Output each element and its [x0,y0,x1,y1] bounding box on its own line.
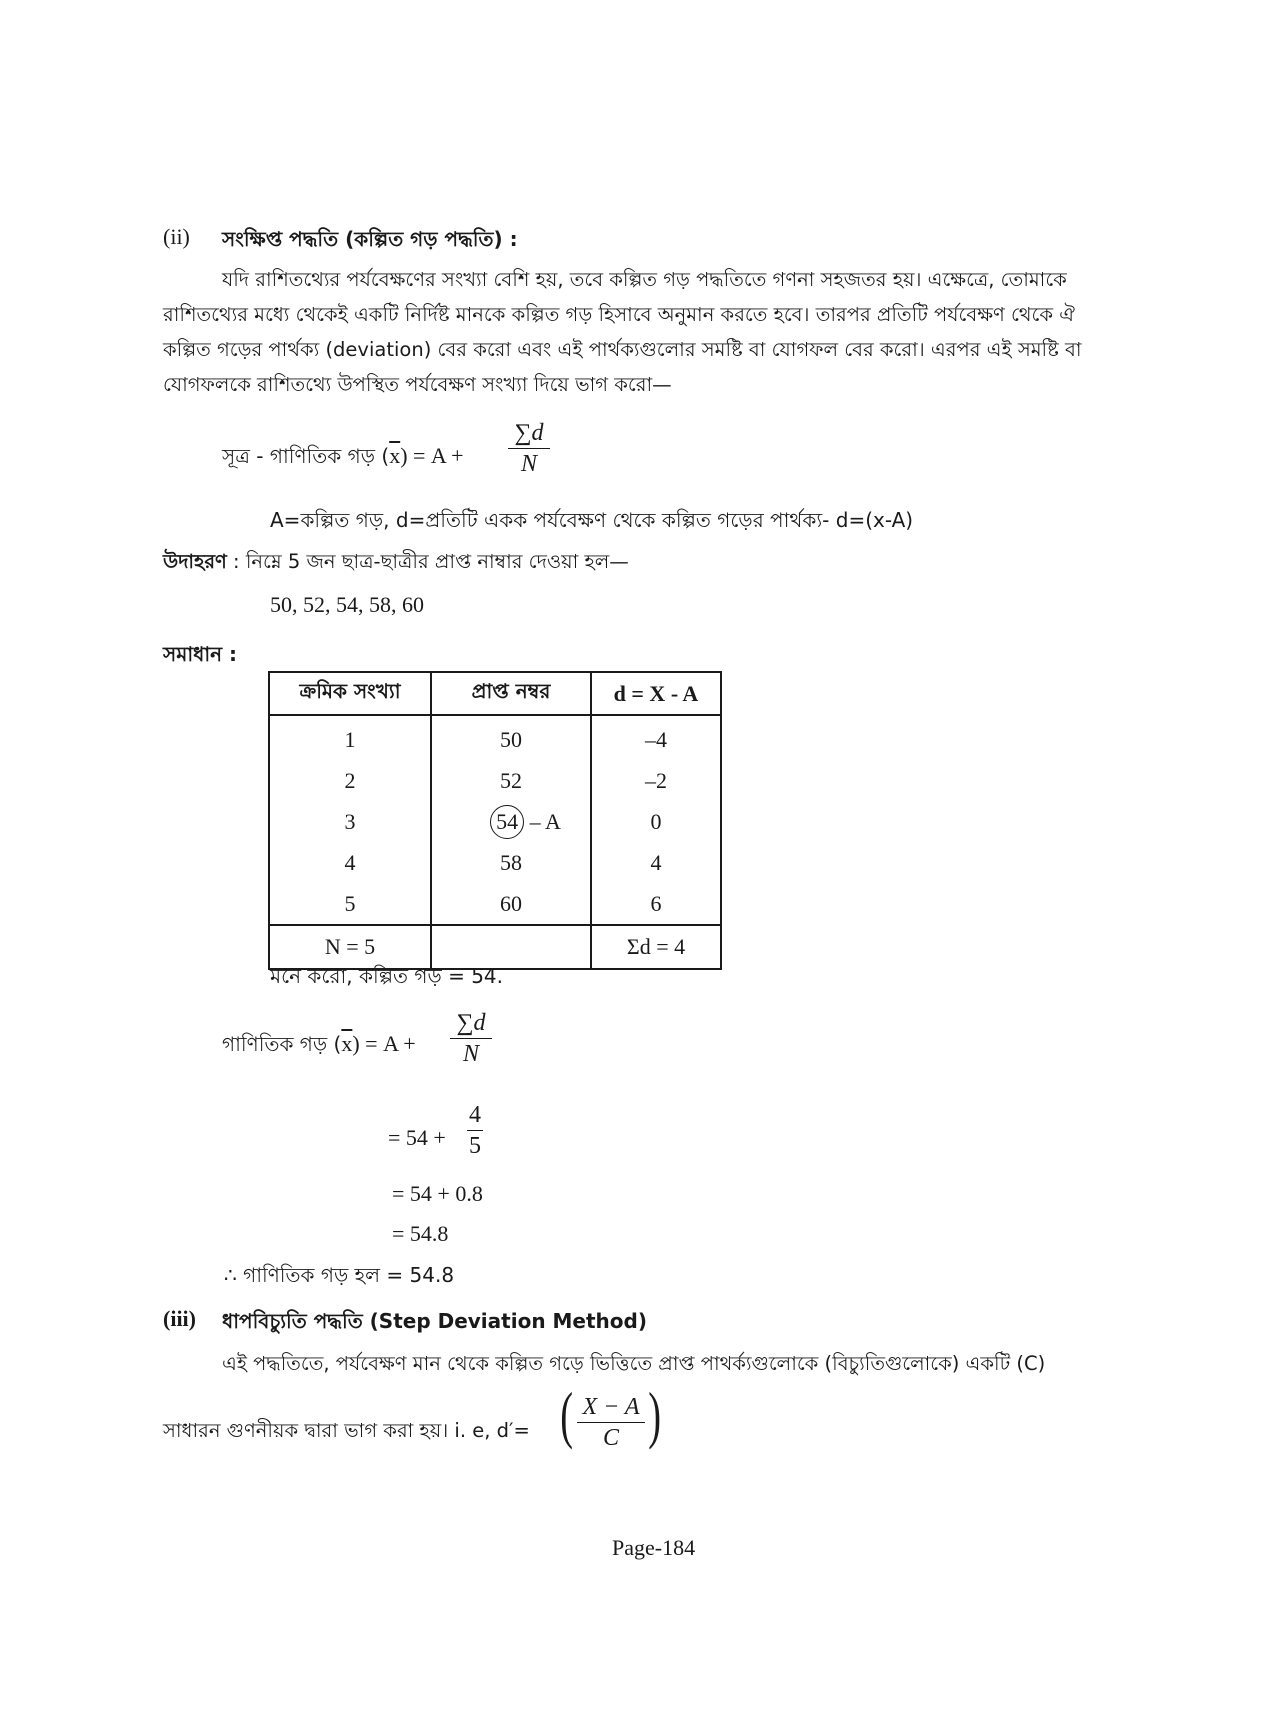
step1-prefix: = 54 + [388,1125,446,1150]
step3: = 54.8 [392,1221,449,1246]
assumed-mean-circle: 54 [490,805,524,839]
cell-serial: 2 [269,760,431,801]
example-values: 50, 52, 54, 58, 60 [270,592,424,617]
example-line [163,548,629,580]
cell-deviation: 0 [591,801,721,842]
mean-numerator: ∑d [456,1010,486,1036]
cell-serial: 4 [269,842,431,883]
example-text: : নিম্নে 5 জন ছাত্র-ছাত্রীর প্রাপ্ত নাম্বার দেওয়া হল— [226,550,629,573]
step-deviation-fraction [575,1392,647,1453]
sd-denominator: C [602,1425,619,1451]
table-row [269,715,721,760]
table-header-row [269,672,721,715]
cell-serial: 3 [269,801,431,842]
para-line-1: যদি রাশিতথ্যের পর্যবেক্ষণের সংখ্যা বেশি হয়, তবে কল্পিত গড় পদ্ধতিতে গণনা সহজতর হয়। এক্ষেত্রে, তোমাকে [222,268,1067,291]
sd-numerator: X − A [582,1394,640,1420]
solution-label: সমাধান : [163,642,238,666]
example-label: উদাহরণ [163,550,227,573]
header-deviation: d = X - A [591,672,721,715]
cell-deviation: 6 [591,883,721,925]
cell-deviation: –2 [591,760,721,801]
footer-sum: Σd = 4 [591,925,721,969]
step1-denominator: 5 [469,1133,481,1159]
header-serial: ক্রমিক সংখ্যা [269,672,431,715]
table-row [269,760,721,801]
header-marks: প্রাপ্ত নম্বর [431,672,591,715]
cell-marks: 60 [431,883,591,925]
para-line-3: কল্পিত গড়ের পার্থক্য (deviation) বের করো এবং এই পার্থক্যগুলোর সমষ্টি বা যোগফল বের করো। এরপর এই সমষ্টি বা [163,338,1082,361]
page-number: Page-184 [612,1535,696,1560]
cell-marks: 58 [431,842,591,883]
cell-marks-assumed [431,801,591,842]
mean-xbar: $\overline{x}$ [341,1031,353,1056]
formula-xbar: $\overline{x}$ [389,443,401,468]
conclusion: ∴ গাণিতিক গড় হল = 54.8 [224,1263,455,1287]
section-iii-title: ধাপবিচ্যুতি পদ্ধতি (Step Deviation Method) [222,1309,647,1333]
cell-deviation: –4 [591,715,721,760]
formula-label: সূত্র - গাণিতিক গড় ( [222,444,390,468]
para-line-4: যোগফলকে রাশিতথ্যে উপস্থিত পর্যবেক্ষণ সংখ্যা দিয়ে ভাগ করো— [163,373,672,396]
table-row [269,842,721,883]
formula-fraction [508,418,550,479]
formula-denominator: N [520,451,537,477]
step1-numerator: 4 [469,1102,481,1128]
section-iii-line2: সাধারন গুণনীয়ক দ্বারা ভাগ করা হয়। i. e, d′= [163,1419,530,1442]
right-paren: ) [648,1379,662,1450]
mean-formula [222,1030,416,1063]
table-row [269,883,721,925]
mean-fraction [450,1008,492,1069]
formula-numerator: ∑d [514,420,544,446]
section-iii-line1: এই পদ্ধতিতে, পর্যবেক্ষণ মান থেকে কল্পিত গড়ে ভিত্তিতে প্রাপ্ত পাথর্ক্যগুলোকে (বিচ্যুতিগুলোকে) একটি (C) [222,1352,1046,1375]
step2: = 54 + 0.8 [392,1181,483,1206]
left-paren: ( [560,1379,574,1450]
para-line-2: রাশিতথ্যের মধ্যে থেকেই একটি নির্দিষ্ট মানকে কল্পিত গড় হিসাবে অনুমান করতে হবে। তারপর প্রতিটি পর্যবেক্ষণ থেকে ঐ [163,303,1075,326]
mean-denominator: N [462,1041,479,1067]
assume-text: মনে করো, কল্পিত গড় = 54. [270,964,504,988]
section-ii-marker: (ii) [163,224,190,249]
section-iii-marker: (iii) [163,1306,196,1331]
section-ii-title: সংক্ষিপ্ত পদ্ধতি (কল্পিত গড় পদ্ধতি) : [222,227,518,251]
assumed-suffix: – A [524,808,561,834]
definition-line: A=কল্পিত গড়, d=প্রতিটি একক পর্যবেক্ষণ থেকে কল্পিত গড়ের পার্থক্য- d=(x-A) [270,508,914,532]
cell-marks: 50 [431,715,591,760]
footer-n: N = 5 [269,925,431,969]
cell-serial: 5 [269,883,431,925]
mean-label: গাণিতিক গড় ( [222,1032,342,1056]
cell-marks: 52 [431,760,591,801]
formula-rhs: ) = A + [400,443,464,468]
cell-serial: 1 [269,715,431,760]
cell-deviation: 4 [591,842,721,883]
solution-table [268,671,722,970]
step1-fraction [466,1100,484,1161]
mean-rhs: ) = A + [352,1031,416,1056]
table-row [269,801,721,842]
formula [222,442,464,475]
